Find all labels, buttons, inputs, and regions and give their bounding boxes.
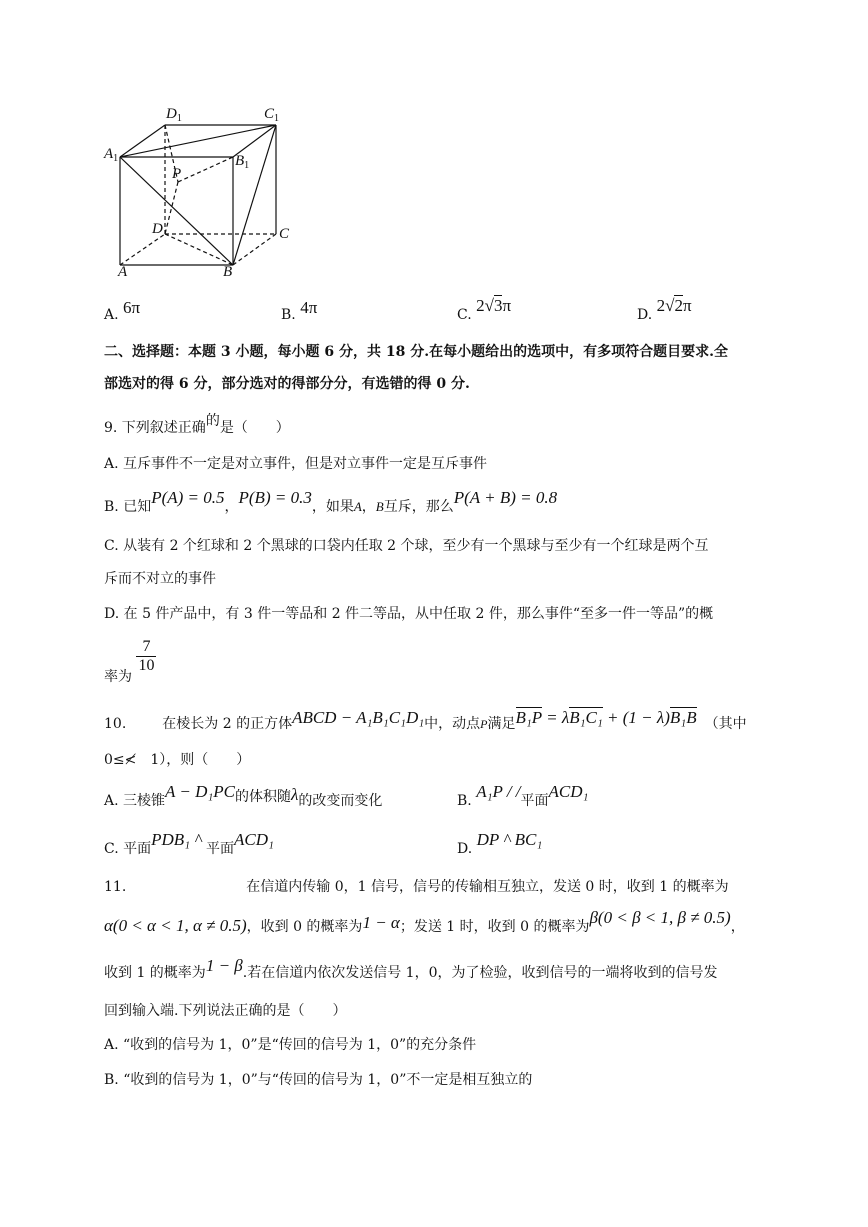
label-b1: $B_1$	[235, 153, 250, 171]
seg-pb1	[178, 157, 233, 182]
q10-option-a[interactable]: A. 三棱锥A − D₁PC的体积随λ的改变而变化	[104, 782, 383, 809]
fraction-7-10: $\frac{7}{10}$	[138, 638, 155, 674]
label-d: D	[152, 221, 163, 237]
q10-stem-line2: 0≤≮ 1），则（ ）	[104, 752, 251, 768]
section2-line1: 二、选择题：本题 3 小题，每小题 6 分，共 18 分.在每小题给出的选项中，有多项符合题目要求.全	[104, 344, 728, 360]
q10-option-b[interactable]: B. A₁P / /平面ACD₁	[457, 782, 589, 809]
cube-figure	[100, 100, 310, 285]
section2-line2: 部选对的得 6 分，部分选对的得部分分，有选错的得 0 分.	[104, 376, 470, 392]
q10-option-d[interactable]: D. DP ^ BC₁	[457, 830, 543, 857]
q11-stem-line3: 收到 1 的概率为1 − β.若在信道内依次发送信号 1，0，为了检验，收到信号的一端将收到的信号发	[104, 956, 718, 981]
label-a: A	[118, 264, 128, 280]
q11-option-b[interactable]: B. “收到的信号为 1，0”与“传回的信号为 1，0”不一定是相互独立的	[104, 1072, 533, 1088]
label-c: C	[279, 226, 290, 242]
q9-option-a[interactable]: A. 互斥事件不一定是对立事件，但是对立事件一定是互斥事件	[104, 456, 488, 472]
option-8b[interactable]: B. 4π	[281, 298, 318, 323]
label-a1: $A_1$	[104, 146, 119, 164]
q9-option-c-line2: 斥而不对立的事件	[104, 571, 216, 587]
edge-bc	[233, 234, 276, 265]
q9-option-d-line1[interactable]: D. 在 5 件产品中，有 3 件一等品和 2 件二等品，从中任取 2 件，那么事件“至多一件一等品”的概	[104, 606, 714, 622]
seg-db	[165, 234, 233, 265]
q11-stem-line1: 11. 在信道内传输 0，1 信号，信号的传输相互独立，发送 0 时，收到 1 的概率为	[104, 879, 729, 895]
q9-stem: 9. 下列叙述正确的是（ ）	[104, 413, 290, 436]
q9-option-b[interactable]: B. 已知P(A) = 0.5，P(B) = 0.3，如果A，B互斥，那么P(A + B) = 0.8	[104, 488, 558, 515]
label-b: B	[223, 264, 233, 280]
diag-bc1	[233, 125, 276, 265]
q9-option-c-line1[interactable]: C. 从装有 2 个红球和 2 个黑球的口袋内任取 2 个球，至少有一个黑球与至少有一个红球是两个互	[104, 538, 709, 554]
label-d1: $D_1$	[166, 106, 182, 124]
edge-ad	[120, 234, 165, 265]
label-c1: $C_1$	[264, 106, 280, 124]
option-8c[interactable]: C. 2√3π	[457, 296, 512, 323]
option-8a[interactable]: A. 6π	[104, 298, 141, 323]
seg-pd	[165, 182, 178, 234]
q10-option-c[interactable]: C. 平面PDB₁ ^ 平面ACD₁	[104, 830, 274, 857]
q11-stem-line4: 回到输入端.下列说法正确的是（ ）	[104, 1003, 347, 1019]
option-8d[interactable]: D. 2√2π	[637, 296, 692, 323]
q10-stem-line1: 10. 在棱长为 2 的正方体ABCD − A₁B₁C₁D₁中，动点P满足B₁P = λB₁C₁ + (1 − λ)B₁B （其中	[104, 708, 747, 732]
q9-option-d-line2: 率为 $\frac{7}{10}$	[104, 638, 155, 685]
q11-option-a[interactable]: A. “收到的信号为 1，0”是“传回的信号为 1，0”的充分条件	[104, 1037, 477, 1053]
label-p: P	[172, 166, 182, 182]
q11-stem-line2: α(0 < α < 1, α ≠ 0.5)，收到 0 的概率为1 − α；发送 1 时，收到 0 的概率为β(0 < β < 1, β ≠ 0.5)，	[104, 908, 745, 935]
